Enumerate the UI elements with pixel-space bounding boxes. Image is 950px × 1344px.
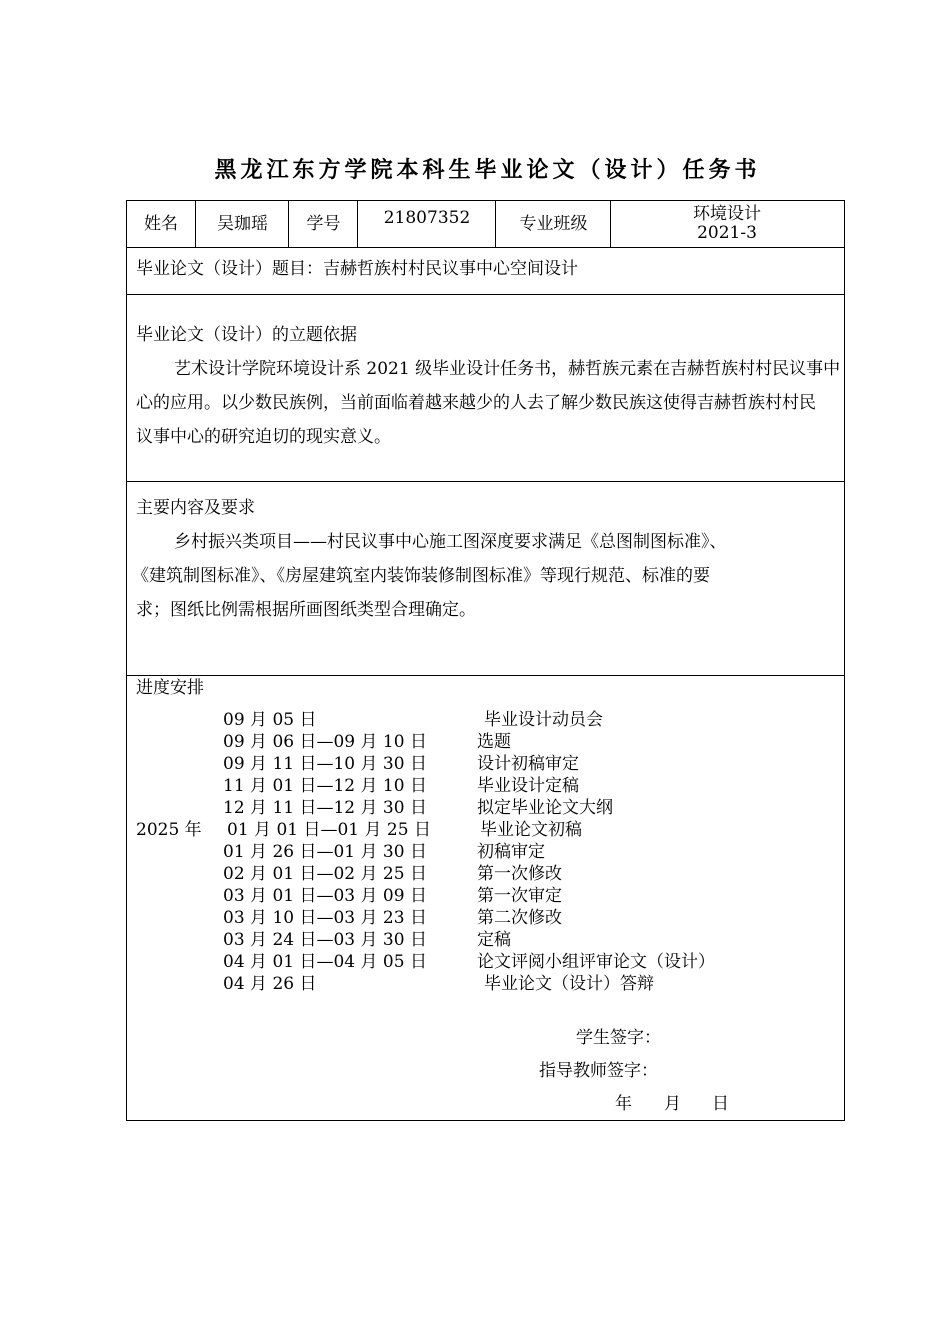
student-id-label: 学号 — [306, 213, 341, 234]
basis-heading: 毕业论文（设计）的立题依据 — [136, 325, 357, 345]
schedule-task: 设计初稿审定 — [477, 754, 579, 774]
schedule-date: 01 月 01 日—01 月 25 日 — [227, 820, 431, 840]
schedule-date: 11 月 01 日—12 月 10 日 — [223, 776, 427, 796]
schedule-task: 第一次审定 — [477, 886, 562, 906]
schedule-year: 2025 年 — [136, 820, 202, 840]
signature-date-day: 日 — [712, 1094, 729, 1114]
name-value: 吴珈瑶 — [217, 213, 268, 234]
row-divider — [127, 481, 844, 482]
document-title: 黑龙江东方学院本科生毕业论文（设计）任务书 — [214, 158, 761, 183]
schedule-task: 定稿 — [477, 930, 511, 950]
signature-date-year: 年 — [615, 1094, 632, 1114]
schedule-date: 01 月 26 日—01 月 30 日 — [223, 842, 427, 862]
content-line-2: 《建筑制图标准》、《房屋建筑室内装饰装修制图标准》等现行规范、标准的要 — [132, 566, 710, 586]
basis-line-3: 议事中心的研究迫切的现实意义。 — [136, 427, 391, 447]
student-signature-label: 学生签字： — [576, 1028, 661, 1048]
row-divider — [127, 294, 844, 295]
topic-row — [136, 252, 578, 286]
major-class-label: 专业班级 — [519, 213, 588, 234]
schedule-date: 03 月 10 日—03 月 23 日 — [223, 908, 427, 928]
schedule-task: 毕业设计动员会 — [484, 710, 603, 730]
schedule-task: 毕业论文（设计）答辩 — [484, 974, 654, 994]
schedule-task: 第一次修改 — [477, 864, 562, 884]
schedule-date: 12 月 11 日—12 月 30 日 — [223, 798, 427, 818]
schedule-heading: 进度安排 — [136, 678, 204, 698]
content-heading: 主要内容及要求 — [136, 498, 255, 518]
signature-date-month: 月 — [664, 1094, 681, 1114]
schedule-task: 选题 — [477, 732, 511, 752]
class-number: 2021-3 — [697, 223, 757, 243]
schedule-task: 初稿审定 — [477, 842, 545, 862]
advisor-signature-label: 指导教师签字： — [539, 1061, 658, 1081]
schedule-date: 04 月 01 日—04 月 05 日 — [223, 952, 427, 972]
topic-label: 毕业论文（设计）题目： — [136, 259, 323, 279]
major-class-value — [611, 201, 843, 247]
basis-line-2: 心的应用。以少数民族例，当前面临着越来越少的人去了解少数民族这使得吉赫哲族村村民 — [136, 393, 816, 413]
schedule-date: 02 月 01 日—02 月 25 日 — [223, 864, 427, 884]
topic-value: 吉赫哲族村村民议事中心空间设计 — [323, 259, 578, 279]
schedule-task: 论文评阅小组评审论文（设计） — [477, 952, 715, 972]
student-id-value: 21807352 — [383, 208, 471, 228]
task-form-table — [126, 200, 845, 1121]
schedule-date: 03 月 24 日—03 月 30 日 — [223, 930, 427, 950]
basis-line-1: 艺术设计学院环境设计系 2021 级毕业设计任务书，赫哲族元素在吉赫哲族村村民议事中 — [174, 359, 841, 379]
schedule-date: 03 月 01 日—03 月 09 日 — [223, 886, 427, 906]
major-name: 环境设计 — [693, 204, 761, 224]
row-divider — [127, 675, 844, 676]
row-divider — [127, 247, 844, 248]
schedule-task: 拟定毕业论文大纲 — [477, 798, 613, 818]
content-line-1: 乡村振兴类项目——村民议事中心施工图深度要求满足《总图制图标准》、 — [174, 532, 727, 552]
schedule-task: 毕业论文初稿 — [480, 820, 582, 840]
schedule-date: 09 月 11 日—10 月 30 日 — [223, 754, 427, 774]
name-label: 姓名 — [144, 213, 178, 234]
content-line-3: 求；图纸比例需根据所画图纸类型合理确定。 — [136, 600, 476, 620]
schedule-task: 毕业设计定稿 — [477, 776, 579, 796]
schedule-date: 04 月 26 日 — [223, 974, 317, 994]
schedule-date: 09 月 06 日—09 月 10 日 — [223, 732, 427, 752]
schedule-date: 09 月 05 日 — [223, 710, 317, 730]
schedule-task: 第二次修改 — [477, 908, 562, 928]
